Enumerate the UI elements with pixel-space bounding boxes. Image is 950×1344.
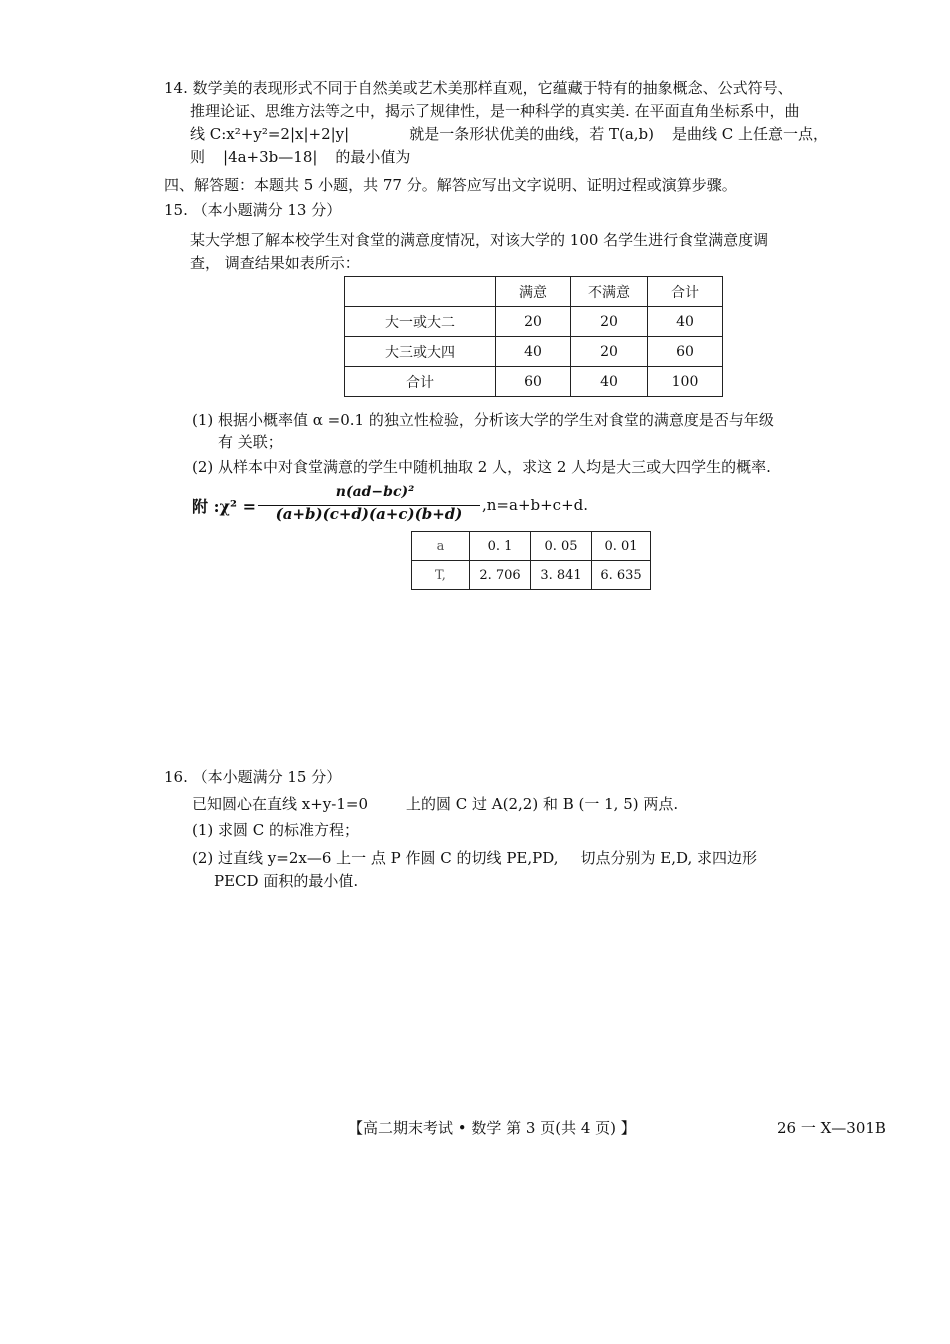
table-cell: 0. 1 [470,532,531,561]
q16-part2c: PECD 面积的最小值. [214,872,359,890]
formula-suffix: ,n=a+b+c+d. [482,496,589,514]
q15-header: 15. （本小题满分 13 分） [164,201,342,219]
table-cell: 40 [496,337,571,367]
table-cell: 3. 841 [531,561,592,590]
q14-ask: 的最小值为 [335,148,411,166]
table-cell: 大一或大二 [345,307,496,337]
q16-circle: 上的圆 C 过 A(2,2) 和 B (一 1, 5) 两点. [406,795,679,813]
table-row [412,532,651,561]
q14-then: 则 [190,148,206,166]
table-header-cell: 合计 [648,277,723,307]
table-row [345,277,723,307]
table-cell: 大三或大四 [345,337,496,367]
table-cell: 0. 05 [531,532,592,561]
formula-denominator: (a+b)(c+d)(a+c)(b+d) [275,505,463,523]
table-cell: a [412,532,470,561]
q14-curve: 线 C:x²+y²=2|x|+2|y| [190,125,350,143]
table-cell: 60 [496,367,571,397]
exam-code: 26 一 X—301B [777,1119,886,1137]
table-cell: T, [412,561,470,590]
table-cell: 40 [571,367,648,397]
table-row [345,367,723,397]
formula-numerator: n(ad−bc)² [335,484,415,500]
table-cell: 20 [571,337,648,367]
q15-intro1: 某大学想了解本校学生对食堂的满意度情况，对该大学的 100 名学生进行食堂满意度调 [190,231,769,249]
table-header-cell: 不满意 [571,277,648,307]
q14-line1: 14. 数学美的表现形式不同于自然美或艺术美那样直观，它蕴藏于特有的抽象概念、公式符号、 [164,79,793,97]
q14-line3 [190,123,828,145]
q16-tangent: (2) 过直线 y=2x—6 上一 点 P 作圆 C 的切线 PE,PD, [192,849,559,867]
table-cell: 40 [648,307,723,337]
q14-expression: |4a+3b—18| [223,148,318,166]
q15-part2: (2) 从样本中对食堂满意的学生中随机抽取 2 人，求这 2 人均是大三或大四学生的概率. [192,458,771,476]
q16-intro [192,793,678,815]
table-cell: 0. 01 [592,532,651,561]
q14-condition: 就是一条形状优美的曲线，若 T(a,b) [409,125,654,143]
table-cell: 合计 [345,367,496,397]
q14-point: 是曲线 C 上任意一点， [672,125,829,143]
q16-part1: (1) 求圆 C 的标准方程； [192,821,360,839]
q15-intro2: 查， 调查结果如表所示： [190,254,360,272]
q16-header: 16. （本小题满分 15 分） [164,768,342,786]
page-footer: 【高二期末考试 • 数学 第 3 页(共 4 页) 】 [348,1119,636,1137]
table-cell: 100 [648,367,723,397]
table-cell: 20 [571,307,648,337]
table-row [412,561,651,590]
table-cell: 60 [648,337,723,367]
table-row [345,307,723,337]
table-header-cell [345,277,496,307]
critical-value-table [411,531,651,590]
section-title: 四、解答题：本题共 5 小题，共 77 分。解答应写出文字说明、证明过程或演算步骤。 [164,176,737,194]
q16-part2a [192,847,757,869]
q15-part1a: (1) 根据小概率值 α =0.1 的独立性检验，分析该大学的学生对食堂的满意度是否与年级 [192,411,774,429]
q16-quad: 切点分别为 E,D, 求四边形 [580,849,757,867]
q14-line2: 推理论证、思维方法等之中，揭示了规律性，是一种科学的真实美. 在平面直角坐标系中，曲 [190,102,800,120]
q15-part1b: 有 关联； [218,433,283,451]
table-cell: 6. 635 [592,561,651,590]
table-cell: 2. 706 [470,561,531,590]
table-cell: 20 [496,307,571,337]
q16-line: 已知圆心在直线 x+y-1=0 [192,795,368,813]
satisfaction-table [344,276,723,397]
q14-line4 [190,146,410,168]
formula-prefix: 附 :χ² = [192,497,256,516]
table-header-cell: 满意 [496,277,571,307]
table-row [345,337,723,367]
